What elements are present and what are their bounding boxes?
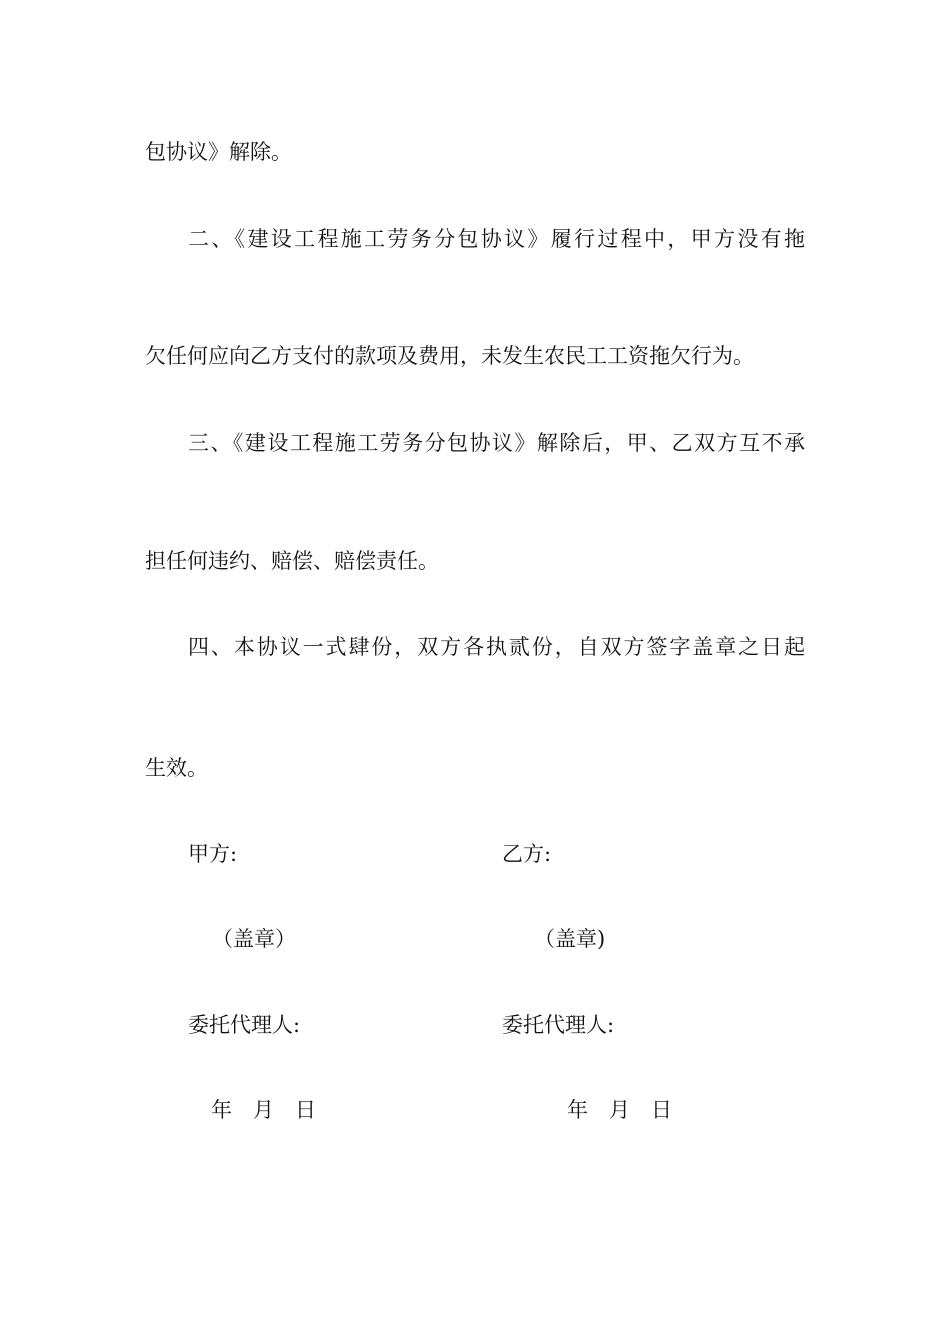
party-b-date: 年 月 日 [567,1098,672,1122]
paragraph-1-line-end: 包协议》解除。 [145,140,292,164]
clause-2-line-2: 欠任何应向乙方支付的款项及费用，未发生农民工工资拖欠行为。 [145,344,754,368]
party-b-seal: （盖章) [534,927,606,951]
party-a-label: 甲方: [188,842,238,866]
clause-3-line-2: 担任何违约、赔偿、赔偿责任。 [145,549,439,573]
clause-3-line-1: 三、《建设工程施工劳务分包协议》解除后，甲、乙双方互不承 [188,431,805,455]
party-a-date: 年 月 日 [211,1098,316,1122]
party-b-label: 乙方: [502,842,552,866]
clause-4-line-1: 四、本协议一式肆份，双方各执贰份，自双方签字盖章之日起 [188,635,805,659]
party-a-agent: 委托代理人: [188,1013,301,1037]
clause-2-line-1: 二、《建设工程施工劳务分包协议》履行过程中，甲方没有拖 [188,227,805,251]
party-a-seal: （盖章） [212,927,296,951]
clause-4-line-2: 生效。 [145,756,208,780]
party-b-agent: 委托代理人: [502,1013,615,1037]
